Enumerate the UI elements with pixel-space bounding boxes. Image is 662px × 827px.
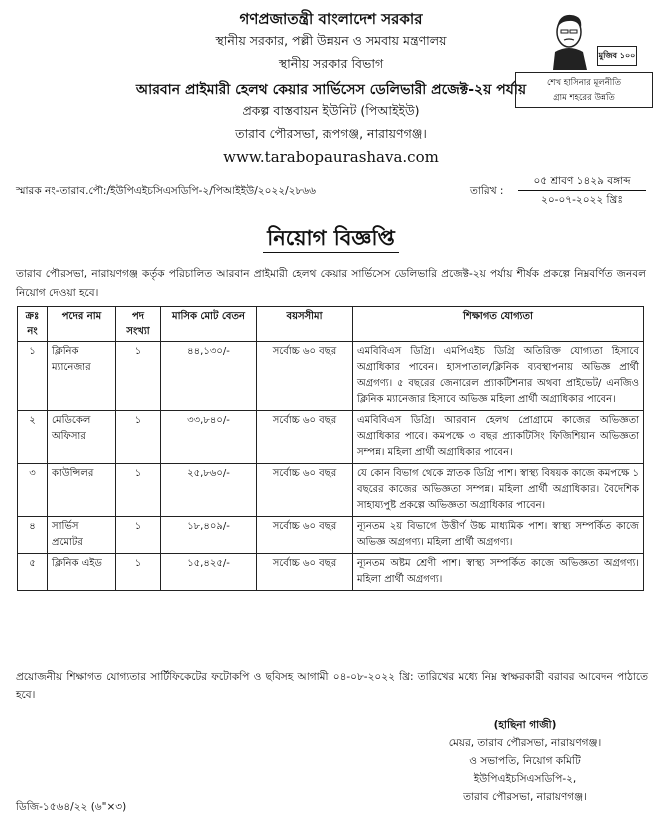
website-url: www.tarabopaurashava.com <box>223 148 439 166</box>
signatory-title: ও সভাপতি, নিয়োগ কমিটি <box>469 755 581 767</box>
cell-serial: ১ <box>18 342 48 411</box>
office-address: তারাব পৌরসভা, রূপগঞ্জ, নারায়ণগঞ্জ। <box>235 126 427 141</box>
table-header-row <box>18 307 644 342</box>
signatory-name: (হাছিনা গাজী) <box>493 719 557 731</box>
col-header-age: বয়সসীমা <box>257 307 353 342</box>
mujib100-badge: মুজিব ১০০ <box>597 46 637 66</box>
notice-title: নিয়োগ বিজ্ঞপ্তি <box>263 224 399 253</box>
cell-count: ১ <box>116 464 161 517</box>
cell-salary: ৩৩,৮৪০/- <box>161 411 257 464</box>
ministry-name: স্থানীয় সরকার, পল্লী উন্নয়ন ও সমবায় মন্ত্রণালয় <box>215 33 447 48</box>
slogan-box <box>515 72 653 108</box>
ad-reference: ডিজি-১৫৬৪/২২ (৬"×৩) <box>16 801 127 813</box>
cell-qualification: যে কোন বিভাগ থেকে স্নাতক ডিগ্রি পাশ। স্বাস্থ্য বিষয়ক কাজে কমপক্ষে ১ বছরের কাজের অভিজ্ঞতা সম্পন্ন। মহিলা প্রার্থী অগ্রাধিকার। বৈদেশিক সাহায্যপুষ্ট প্রকল্পে অভিজ্ঞতা অগ্রাধিকার পাবেন। <box>353 464 644 517</box>
division-name: স্থানীয় সরকার বিভাগ <box>278 56 384 71</box>
date-gregorian: ২০-০৭-২০২২ খ্রিঃ <box>541 194 623 206</box>
table-row <box>18 517 644 554</box>
govt-title: গণপ্রজাতন্ত্রী বাংলাদেশ সরকার <box>239 10 423 28</box>
cell-post: ক্লিনিক এইড <box>48 554 116 591</box>
cell-post: ক্লিনিক ম্যানেজার <box>48 342 116 411</box>
unit-name: প্রকল্প বাস্তবায়ন ইউনিট (পিআইইউ) <box>242 103 420 118</box>
col-header-serial: ক্রঃ নং <box>18 307 48 342</box>
signatory-title: মেয়র, তারাব পৌরসভা, নারায়ণগঞ্জ। <box>448 737 602 749</box>
table-row <box>18 411 644 464</box>
cell-qualification: ন্যূনতম ২য় বিভাগে উত্তীর্ণ উচ্চ মাধ্যমিক পাশ। স্বাস্থ্য সম্পর্কিত কাজে অভিজ্ঞ অগ্রগণ্য। মহিলা প্রার্থী অগ্রগণ্য। <box>353 517 644 554</box>
table-row <box>18 554 644 591</box>
intro-paragraph: তারাব পৌরসভা, নারায়ণগঞ্জ কর্তৃক পরিচালিত আরবান প্রাইমারী হেলথ কেয়ার সার্ভিসেস ডেলিভারি প্রজেক্ট-২য় পর্যায় শীর্ষক প্রকল্পে নিম্নবর্ণিত জনবল নিয়োগ দেওয়া হবে। <box>16 268 646 299</box>
cell-age: সর্বোচ্চ ৬০ বছর <box>257 554 353 591</box>
cell-salary: ৪৪,১৩০/- <box>161 342 257 411</box>
col-header-count: পদ সংখ্যা <box>116 307 161 342</box>
cell-qualification: এমবিবিএস ডিগ্রি। আরবান হেলথ প্রোগ্রামে কাজের অভিজ্ঞতা অগ্রাধিকার পাবে। কমপক্ষে ৩ বছর প্র্যাকটিসিং ফিজিশিয়ান অভিজ্ঞতা সম্পন্ন। মহিলা প্রার্থী অগ্রাধিকার পাবেন। <box>353 411 644 464</box>
cell-serial: ৫ <box>18 554 48 591</box>
cell-count: ১ <box>116 517 161 554</box>
cell-age: সর্বোচ্চ ৬০ বছর <box>257 411 353 464</box>
col-header-qualification: শিক্ষাগত যোগ্যতা <box>353 307 644 342</box>
cell-salary: ২৫,৮৬০/- <box>161 464 257 517</box>
cell-qualification: ন্যূনতম অষ্টম শ্রেণী পাশ। স্বাস্থ্য সম্পর্কিত কাজে অভিজ্ঞতা অগ্রগণ্য। মহিলা প্রার্থী অগ্রগণ্য। <box>353 554 644 591</box>
slogan-line: গ্রাম শহরের উন্নতি <box>553 93 615 103</box>
memo-reference: স্মারক নং-তারাব.পৌ:/ইউপিএইচসিএসডিপি-২/পিআইইউ/২০২২/২৮৬৬ <box>16 185 316 197</box>
cell-salary: ১৮,৪০৯/- <box>161 517 257 554</box>
table-row <box>18 342 644 411</box>
posts-table <box>17 306 644 591</box>
table-row <box>18 464 644 517</box>
date-label: তারিখ : <box>470 185 504 197</box>
cell-qualification: এমবিবিএস ডিগ্রি। এমপিএইচ ডিগ্রি অতিরিক্ত যোগ্যতা হিসাবে অগ্রাধিকার পাবেন। হাসপাতাল/ক্লিনিক ব্যবস্থাপনায় অভিজ্ঞ প্রার্থী অগ্রগণ্য। ৫ বছরের জেনারেল প্র্যাকটিশনার অথবা প্রাইভেট/ এনজিও ক্লিনিক ম্যানেজার হিসাবে অভিজ্ঞ মহিলা প্রার্থী অগ্রাধিকার পাবেন। <box>353 342 644 411</box>
cell-count: ১ <box>116 411 161 464</box>
cell-count: ১ <box>116 342 161 411</box>
date-bangla: ০৫ শ্রাবণ ১৪২৯ বঙ্গাব্দ <box>518 172 646 191</box>
cell-post: মেডিকেল অফিসার <box>48 411 116 464</box>
mujib-logo <box>515 6 655 111</box>
signatory-title: ইউপিএইচসিএসডিপি-২, <box>473 773 577 785</box>
cell-serial: ২ <box>18 411 48 464</box>
slogan-line: শেখ হাসিনার মূলনীতি <box>546 78 622 88</box>
portrait-icon <box>543 8 595 70</box>
cell-age: সর্বোচ্চ ৬০ বছর <box>257 464 353 517</box>
cell-salary: ১৫,৪২৫/- <box>161 554 257 591</box>
signatory-title: তারাব পৌরসভা, নারায়ণগঞ্জ। <box>463 791 587 803</box>
col-header-post: পদের নাম <box>48 307 116 342</box>
col-header-salary: মাসিক মোট বেতন <box>161 307 257 342</box>
cell-post: সার্ভিস প্রমোটর <box>48 517 116 554</box>
cell-serial: ৩ <box>18 464 48 517</box>
cell-count: ১ <box>116 554 161 591</box>
signature-block <box>400 716 650 806</box>
cell-age: সর্বোচ্চ ৬০ বছর <box>257 342 353 411</box>
date-block <box>518 172 646 209</box>
project-name: আরবান প্রাইমারী হেলথ কেয়ার সার্ভিসেস ডেলিভারী প্রজেক্ট-২য় পর্যায় <box>135 82 527 98</box>
cell-serial: ৪ <box>18 517 48 554</box>
cell-age: সর্বোচ্চ ৬০ বছর <box>257 517 353 554</box>
cell-post: কাউন্সিলর <box>48 464 116 517</box>
application-note: প্রয়োজনীয় শিক্ষাগত যোগ্যতার সার্টিফিকেটের ফটোকপি ও ছবিসহ আগামী ০৪-০৮-২০২২ খ্রি: তারিখের মধ্যে নিম্ন স্বাক্ষরকারী বরাবর আবেদন পাঠাতে হবে। <box>16 671 648 701</box>
